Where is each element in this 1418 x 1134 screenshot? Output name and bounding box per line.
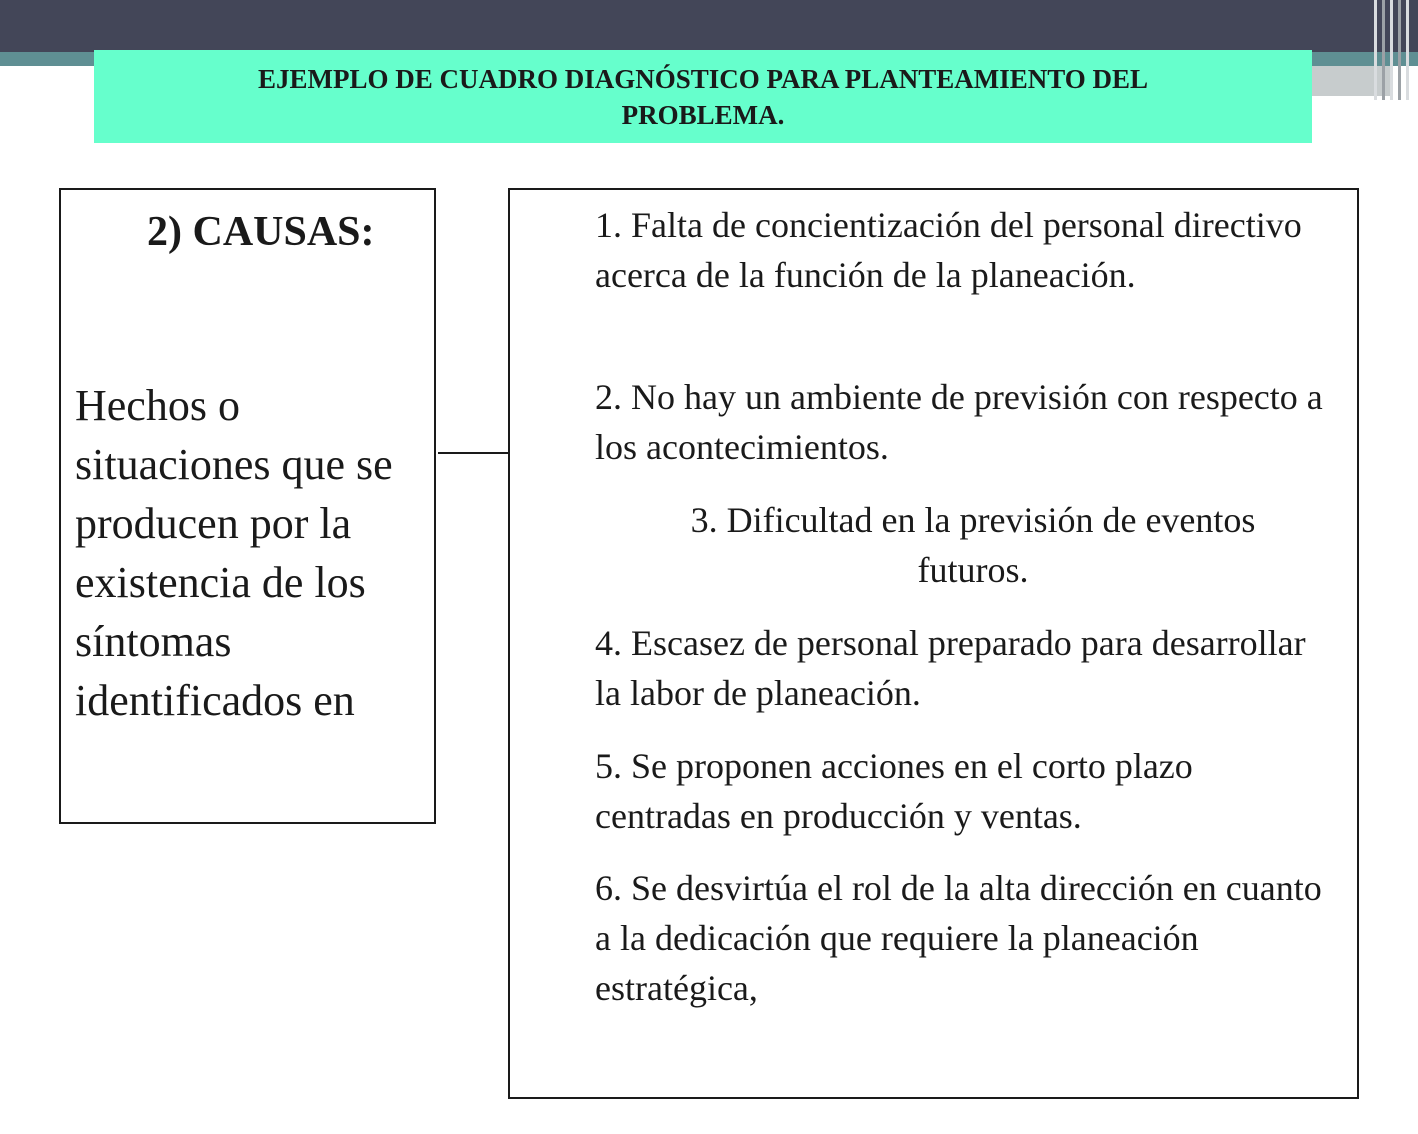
cause-item-5: 5. Se proponen acciones en el corto plazo centradas en producción y ventas.: [595, 746, 1193, 836]
causes-heading: 2) CAUSAS:: [147, 209, 375, 255]
cause-item-2: 2. No hay un ambiente de previsión con respecto a los acontecimientos.: [595, 377, 1323, 467]
corner-decoration: [1374, 0, 1418, 100]
accent-strip-left: [0, 52, 96, 66]
causes-list-box: [508, 188, 1359, 1099]
connector-line: [438, 452, 508, 454]
slide-title-box: [94, 50, 1312, 143]
cause-item-6: 6. Se desvirtúa el rol de la alta dirección en cuanto a la dedicación que requiere la planeación estratégica,: [595, 868, 1322, 1008]
slide-top-band: [0, 0, 1418, 52]
causes-definition-box: [59, 188, 436, 824]
causes-description: Hechos o situaciones que se producen por la existencia de los síntomas identificados en: [75, 381, 393, 725]
cause-item-3: 3. Dificultad en la previsión de eventos futuros.: [690, 500, 1256, 590]
cause-item-1: 1. Falta de concientización del personal directivo acerca de la función de la planeación.: [595, 205, 1302, 295]
cause-item-4: 4. Escasez de personal preparado para desarrollar la labor de planeación.: [595, 623, 1306, 713]
slide-title-line-1: EJEMPLO DE CUADRO DIAGNÓSTICO PARA PLANTEAMIENTO DEL: [257, 63, 1149, 94]
slide-title-line-2: PROBLEMA.: [621, 99, 785, 130]
